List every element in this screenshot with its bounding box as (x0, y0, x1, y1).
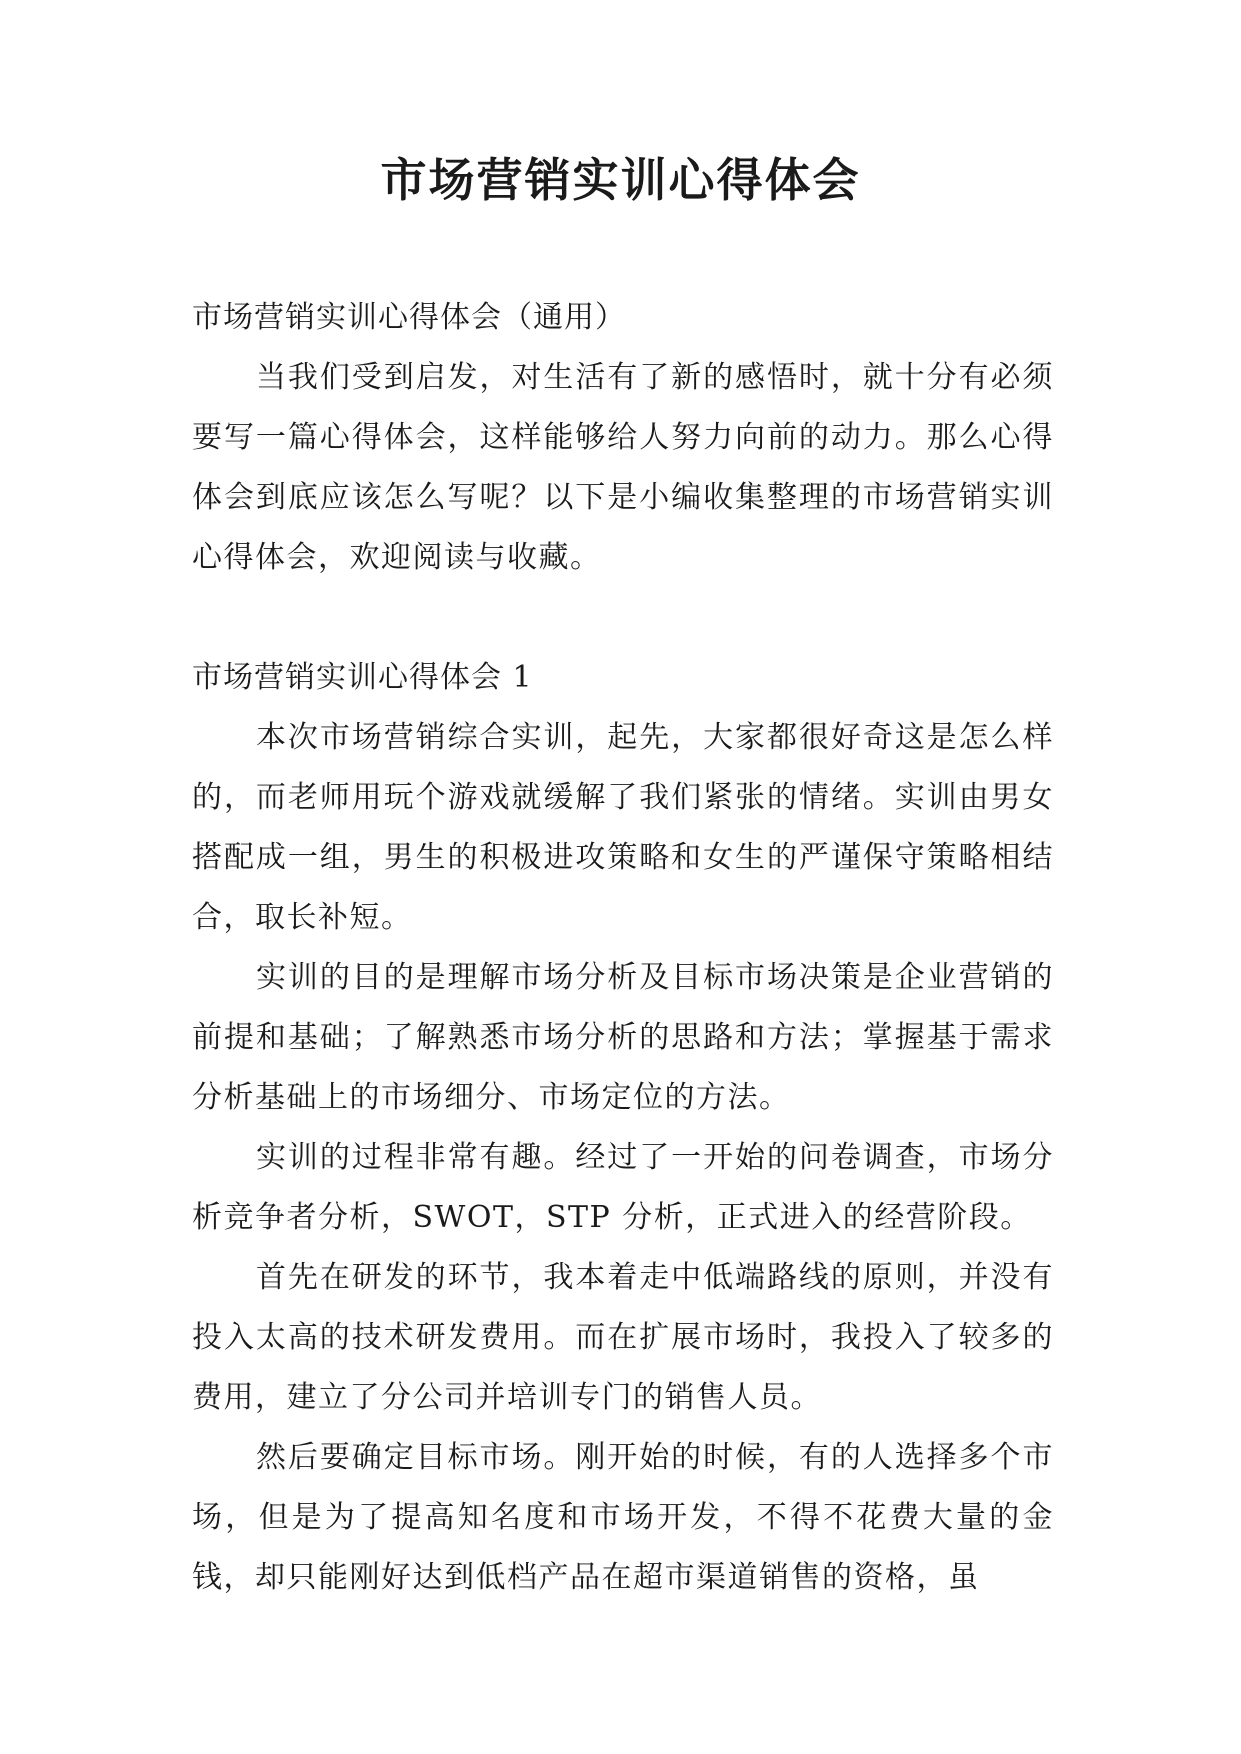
body-paragraph: 然后要确定目标市场。刚开始的时候，有的人选择多个市场，但是为了提高知名度和市场开发，不得不花费大量的金钱，却只能刚好达到低档产品在超市渠道销售的资格，虽 (192, 1440, 1054, 1595)
body-paragraph: 首先在研发的环节，我本着走中低端路线的原则，并没有投入太高的技术研发费用。而在扩展市场时，我投入了较多的费用，建立了分公司并培训专门的销售人员。 (192, 1260, 1054, 1415)
section-heading: 市场营销实训心得体会 1 (192, 660, 533, 695)
body-paragraph: 本次市场营销综合实训，起先，大家都很好奇这是怎么样的，而老师用玩个游戏就缓解了我们紧张的情绪。实训由男女搭配成一组，男生的积极进攻策略和女生的严谨保守策略相结合，取长补短。 (192, 720, 1054, 935)
body-paragraph: 实训的过程非常有趣。经过了一开始的问卷调查，市场分析竞争者分析，SWOT，STP 分析，正式进入的经营阶段。 (192, 1140, 1054, 1235)
intro-paragraph: 当我们受到启发，对生活有了新的感悟时，就十分有必须要写一篇心得体会，这样能够给人努力向前的动力。那么心得体会到底应该怎么写呢？以下是小编收集整理的市场营销实训心得体会，欢迎阅读与收藏。 (192, 360, 1054, 575)
body-paragraph: 实训的目的是理解市场分析及目标市场决策是企业营销的前提和基础；了解熟悉市场分析的思路和方法；掌握基于需求分析基础上的市场细分、市场定位的方法。 (192, 960, 1054, 1115)
section-spacer (192, 588, 1054, 648)
document-subtitle: 市场营销实训心得体会（通用） (192, 300, 626, 335)
document-body (192, 288, 1054, 1608)
page-title: 市场营销实训心得体会 (380, 153, 861, 207)
